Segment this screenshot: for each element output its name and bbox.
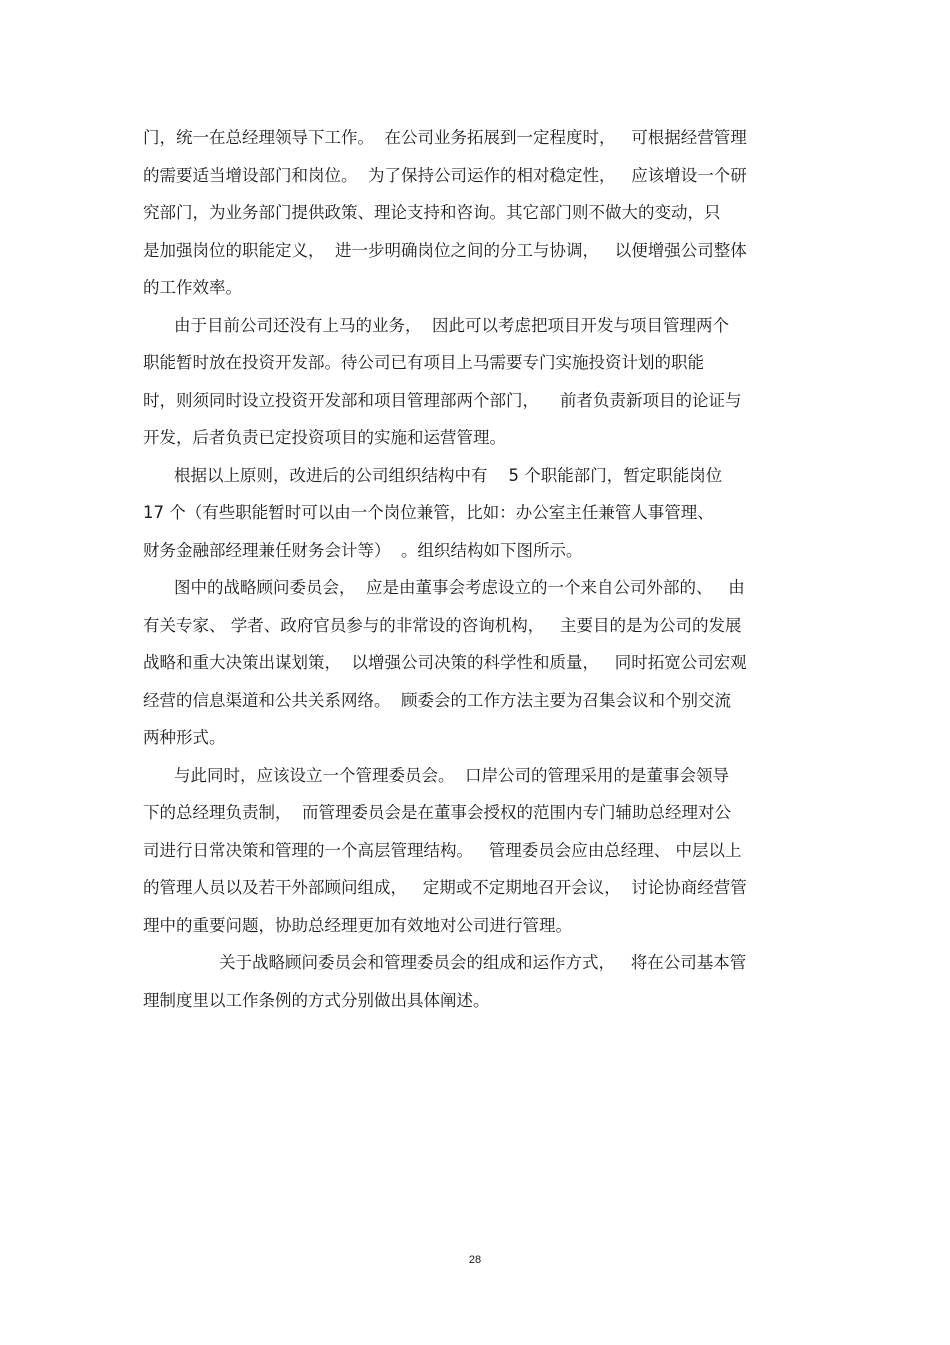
text-line: 由于目前公司还没有上马的业务， 因此可以考虑把项目开发与项目管理两个 — [174, 315, 729, 335]
text-line: 的工作效率。 — [143, 278, 242, 297]
text-line: 图中的战略顾问委员会， 应是由董事会考虑设立的一个来自公司外部的、 由 — [174, 578, 745, 597]
text-line: 司进行日常决策和管理的一个高层管理结构。 管理委员会应由总经理、 中层以上 — [143, 840, 742, 860]
text-line: 开发，后者负责已定投资项目的实施和运营管理。 — [143, 428, 506, 447]
text-line: 根据以上原则，改进后的公司组织结构中有 5 个职能部门，暂定职能岗位 — [174, 465, 723, 485]
text-line: 关于战略顾问委员会和管理委员会的组成和运作方式， 将在公司基本管 — [219, 953, 747, 972]
text-line: 与此同时，应该设立一个管理委员会。 口岸公司的管理采用的是董事会领导 — [174, 765, 729, 785]
text-line: 是加强岗位的职能定义， 进一步明确岗位之间的分工与协调， 以便增强公司整体 — [143, 240, 747, 260]
page-number: 28 — [468, 1254, 482, 1266]
text-line: 有关专家、 学者、政府官员参与的非常设的咨询机构， 主要目的是为公司的发展 — [143, 615, 742, 635]
text-line: 17 个（有些职能暂时可以由一个岗位兼管，比如：办公室主任兼管人事管理、 — [143, 503, 714, 522]
text-line: 理中的重要问题，协助总经理更加有效地对公司进行管理。 — [143, 915, 572, 935]
text-line: 理制度里以工作条例的方式分别做出具体阐述。 — [143, 990, 490, 1010]
text-line: 经营的信息渠道和公共关系网络。 顾委会的工作方法主要为召集会议和个别交流 — [143, 690, 731, 710]
body-text — [143, 119, 813, 1019]
text-line: 两种形式。 — [143, 728, 226, 747]
text-line: 的需要适当增设部门和岗位。 为了保持公司运作的相对稳定性， 应该增设一个研 — [143, 165, 747, 185]
text-line: 门，统一在总经理领导下工作。 在公司业务拓展到一定程度时， 可根据经营管理 — [143, 128, 747, 147]
text-line: 战略和重大决策出谋划策， 以增强公司决策的科学性和质量， 同时拓宽公司宏观 — [143, 653, 747, 672]
text-line: 时，则须同时设立投资开发部和项目管理部两个部门， 前者负责新项目的论证与 — [143, 390, 742, 410]
text-line: 的管理人员以及若干外部顾问组成， 定期或不定期地召开会议， 讨论协商经营管 — [143, 878, 747, 897]
text-line: 究部门，为业务部门提供政策、理论支持和咨询。其它部门则不做大的变动，只 — [143, 203, 721, 222]
text-line: 下的总经理负责制， 而管理委员会是在董事会授权的范围内专门辅助总经理对公 — [143, 803, 731, 822]
text-line: 财务金融部经理兼任财务会计等） 。组织结构如下图所示。 — [143, 540, 583, 560]
text-line: 职能暂时放在投资开发部。待公司已有项目上马需要专门实施投资计划的职能 — [143, 353, 704, 372]
